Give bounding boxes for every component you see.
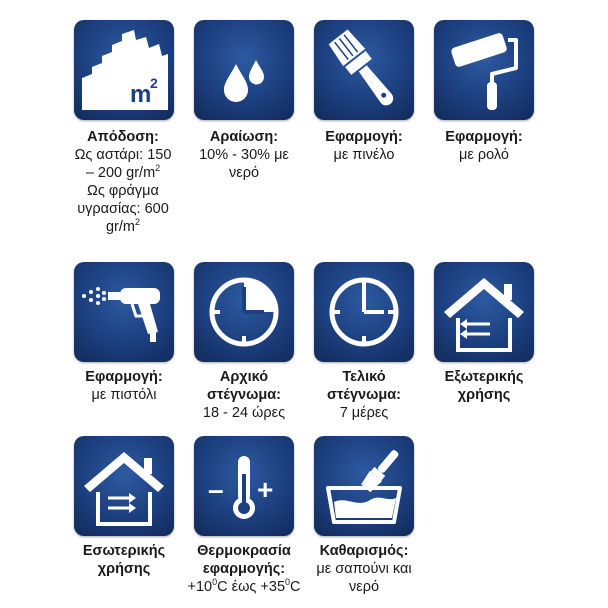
temperature-title-2: εφαρμογής:	[202, 561, 286, 577]
brush-tile	[314, 20, 414, 120]
brush-title: Εφαρμογή:	[325, 129, 403, 145]
dilution-tile	[194, 20, 294, 120]
spray-gun-icon	[74, 262, 174, 362]
svg-text:2: 2	[150, 75, 158, 91]
roller-desc: με ρολό	[459, 147, 509, 163]
spray-desc: με πιστόλι	[91, 387, 157, 403]
exterior-use-tile	[434, 262, 534, 362]
spray-caption	[59, 368, 189, 404]
cleaning-desc-line-1: με σαπούνι και	[316, 561, 412, 577]
brush-desc: με πινέλο	[333, 147, 395, 163]
interior-use-title-1: Εσωτερικής	[82, 543, 166, 559]
initial-drying-caption	[179, 368, 309, 422]
cleaning-title: Καθαρισμός:	[319, 543, 409, 559]
yield-desc-line-5: $gr/m^2$	[105, 217, 140, 235]
cleaning-caption	[299, 542, 429, 596]
temperature-title-1: Θερμοκρασία	[197, 543, 291, 559]
dilution-title: Αραίωση:	[209, 129, 279, 145]
clock-quarter-icon	[194, 262, 294, 362]
clock-full-icon	[314, 262, 414, 362]
spray-tile	[74, 262, 174, 362]
final-drying-desc: 7 μέρες	[339, 405, 389, 421]
roller-title: Εφαρμογή:	[445, 129, 523, 145]
exterior-house-icon	[434, 262, 534, 362]
brush-caption	[299, 128, 429, 164]
svg-text:m: m	[130, 81, 152, 108]
final-drying-title-1: Τελικό	[342, 369, 386, 385]
cleaning-desc-line-2: νερό	[348, 579, 380, 595]
exterior-use-caption	[419, 368, 549, 404]
initial-drying-title-1: Αρχικό	[219, 369, 269, 385]
initial-drying-desc: 18 - 24 ώρες	[202, 405, 286, 421]
initial-drying-title-2: στέγνωμα:	[207, 387, 281, 403]
thermometer-icon	[194, 436, 294, 536]
roller-tile	[434, 20, 534, 120]
interior-use-title-2: χρήσης	[97, 561, 151, 577]
cleaning-tile	[314, 436, 414, 536]
paint-roller-icon	[434, 20, 534, 120]
interior-house-icon	[74, 436, 174, 536]
yield-tile	[74, 20, 174, 120]
final-drying-tile	[314, 262, 414, 362]
paint-brush-icon	[314, 20, 414, 120]
interior-use-caption	[59, 542, 189, 578]
water-drops-icon	[194, 20, 294, 120]
final-drying-caption	[299, 368, 429, 422]
exterior-use-title-1: Εξωτερικής	[444, 369, 524, 385]
svg-text:+: +	[257, 474, 274, 505]
exterior-use-title-2: χρήσης	[457, 387, 511, 403]
spray-title: Εφαρμογή:	[85, 369, 163, 385]
final-drying-title-2: στέγνωμα:	[327, 387, 401, 403]
yield-title: Απόδοση:	[87, 129, 159, 145]
dilution-desc-line-2: νερό	[228, 165, 260, 181]
area-m2-icon	[74, 20, 174, 120]
svg-text:–: –	[208, 474, 224, 505]
temperature-caption	[176, 542, 312, 596]
yield-desc-line-2: – 200 $gr/m^2$	[85, 163, 161, 181]
temperature-desc: $+10^0C$ $έ\omega\varsigma +35^0C$	[187, 577, 301, 595]
dilution-desc-line-1: 10% - 30% με	[199, 147, 289, 163]
yield-desc-line-1: Ως αστάρι: 150	[74, 147, 172, 163]
yield-desc-line-4: υγρασίας: 600	[77, 201, 169, 217]
cleaning-brush-icon	[314, 436, 414, 536]
interior-use-tile	[74, 436, 174, 536]
temperature-tile	[194, 436, 294, 536]
dilution-caption	[179, 128, 309, 182]
roller-caption	[419, 128, 549, 164]
initial-drying-tile	[194, 262, 294, 362]
yield-desc-line-3: Ως φράγμα	[87, 183, 159, 199]
yield-caption	[58, 128, 188, 236]
